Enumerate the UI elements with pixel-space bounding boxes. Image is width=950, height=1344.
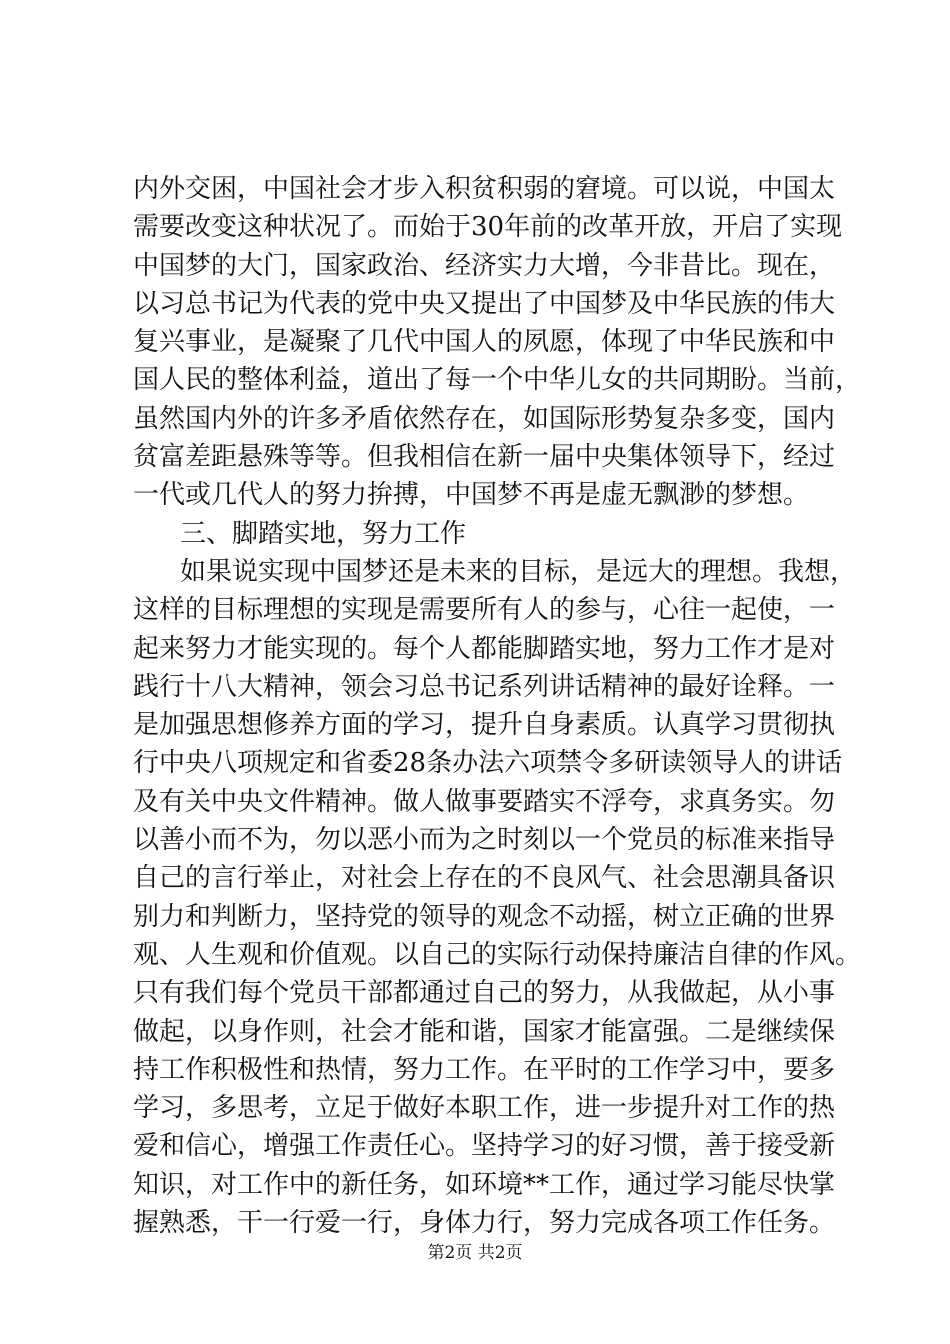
page-number-label: 第2页 共2页 xyxy=(427,1243,523,1263)
text-line: 及有关中央文件精神。做人做事要踏实不浮夸，求真务实。勿 xyxy=(133,786,836,817)
text-line: 爱和信心，增强工作责任心。坚持学习的好习惯，善于接受新 xyxy=(133,1131,836,1162)
text-line: 做起，以身作则，社会才能和谐，国家才能富强。二是继续保 xyxy=(133,1016,836,1047)
document-body xyxy=(133,170,862,1242)
text-line: 是加强思想修养方面的学习，提升自身素质。认真学习贯彻执 xyxy=(133,710,836,741)
text-line: 虽然国内外的许多矛盾依然存在，如国际形势复杂多变，国内 xyxy=(133,403,836,434)
text-line: 自己的言行举止，对社会上存在的不良风气、社会思潮具备识 xyxy=(133,863,836,894)
text-line: 知识，对工作中的新任务，如环境**工作，通过学习能尽快掌 xyxy=(133,1169,836,1200)
text-line: 内外交困，中国社会才步入积贫积弱的窘境。可以说，中国太 xyxy=(133,174,836,204)
text-line: 国人民的整体利益，道出了每一个中华儿女的共同期盼。当前， xyxy=(133,365,862,396)
text-line: 握熟悉，干一行爱一行，身体力行，努力完成各项工作任务。 xyxy=(133,1208,836,1239)
text-line: 中国梦的大门，国家政治、经济实力大增，今非昔比。现在， xyxy=(133,250,836,281)
text-line: 需要改变这种状况了。而始于30年前的改革开放，开启了实现 xyxy=(133,212,843,243)
text-line: 持工作积极性和热情，努力工作。在平时的工作学习中，要多 xyxy=(133,1054,836,1085)
text-line: 别力和判断力，坚持党的领导的观念不动摇，树立正确的世界 xyxy=(133,901,836,932)
text-line: 以习总书记为代表的党中央又提出了中国梦及中华民族的伟大 xyxy=(133,288,836,319)
text-line: 观、人生观和价值观。以自己的实际行动保持廉洁自律的作风。 xyxy=(133,939,862,970)
text-line: 如果说实现中国梦还是未来的目标，是远大的理想。我想， xyxy=(180,556,857,587)
text-line: 践行十八大精神，领会习总书记系列讲话精神的最好诠释。一 xyxy=(133,671,836,702)
text-line: 贫富差距悬殊等等。但我相信在新一届中央集体领导下，经过 xyxy=(133,442,836,473)
text-line: 以善小而不为，勿以恶小而为之时刻以一个党员的标准来指导 xyxy=(133,825,836,856)
page-footer xyxy=(0,1241,950,1265)
text-line: 这样的目标理想的实现是需要所有人的参与，心往一起使，一 xyxy=(133,595,836,626)
text-line: 起来努力才能实现的。每个人都能脚踏实地，努力工作才是对 xyxy=(133,633,836,664)
text-line: 复兴事业，是凝聚了几代中国人的夙愿，体现了中华民族和中 xyxy=(133,327,836,358)
text-line: 行中央八项规定和省委28条办法六项禁令多研读领导人的讲话 xyxy=(133,748,843,779)
section-heading: 三、脚踏实地，努力工作 xyxy=(180,518,467,549)
text-line: 学习，多思考，立足于做好本职工作，进一步提升对工作的热 xyxy=(133,1093,836,1124)
text-line: 只有我们每个党员干部都通过自己的努力，从我做起，从小事 xyxy=(133,978,836,1009)
text-line: 一代或几代人的努力拚搏，中国梦不再是虚无飘渺的梦想。 xyxy=(133,480,810,511)
